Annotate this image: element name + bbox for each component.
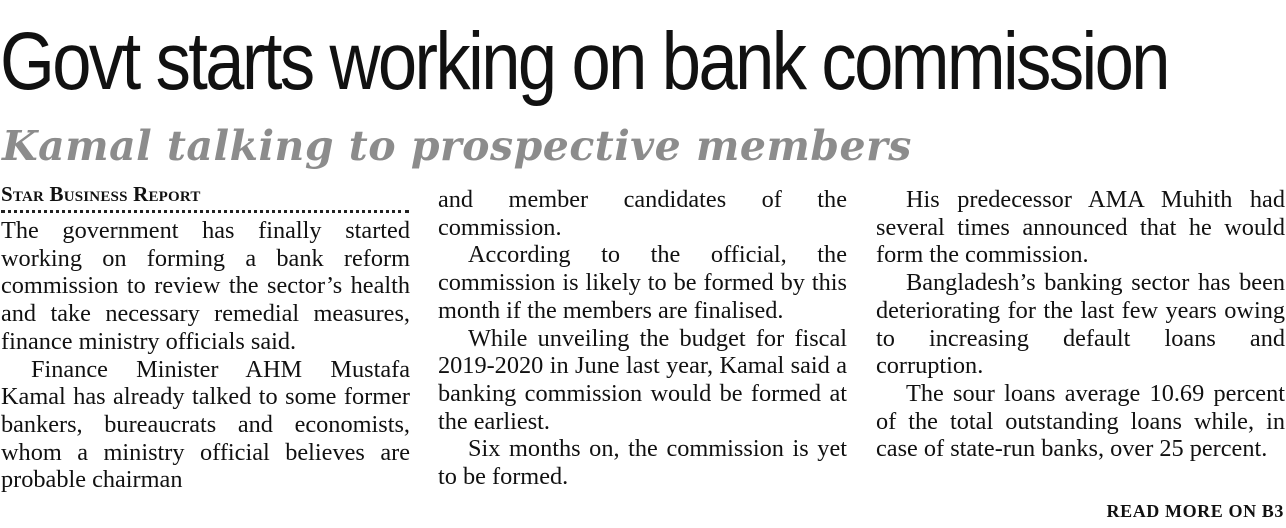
paragraph: Finance Minister AHM Mustafa Kamal has already talked to some former bankers, bureaucrats and economists, whom a ministry official believes are probable chairman xyxy=(1,355,410,494)
paragraph: and member candidates of the commission. xyxy=(438,186,847,241)
paragraph: Six months on, the commission is yet to be formed. xyxy=(438,435,847,491)
article-column-3 xyxy=(876,186,1285,463)
paragraph: The government has finally started working on forming a bank reform commission to review the sector’s health and take necessary remedial measures, finance ministry officials said. xyxy=(1,217,410,355)
paragraph: While unveiling the budget for fiscal 2019-2020 in June last year, Kamal said a banking commission would be formed at the earliest. xyxy=(438,324,847,435)
paragraph: According to the official, the commission is likely to be formed by this month if the members are finalised. xyxy=(438,241,847,324)
article-column-2 xyxy=(438,186,847,491)
read-more-link[interactable]: READ MORE ON B3 xyxy=(1106,501,1284,521)
paragraph: Bangladesh’s banking sector has been deteriorating for the last few years owing to increasing default loans and corruption. xyxy=(876,269,1285,380)
paragraph: His predecessor AMA Muhith had several times announced that he would form the commission. xyxy=(876,186,1285,269)
headline: Govt starts working on bank commission xyxy=(0,16,1168,107)
byline: Star Business Report xyxy=(1,182,409,213)
paragraph: The sour loans average 10.69 percent of the total outstanding loans while, in case of state-run banks, over 25 percent. xyxy=(876,379,1285,463)
subheadline: Kamal talking to prospective members xyxy=(2,122,912,170)
article-column-1 xyxy=(1,217,410,494)
